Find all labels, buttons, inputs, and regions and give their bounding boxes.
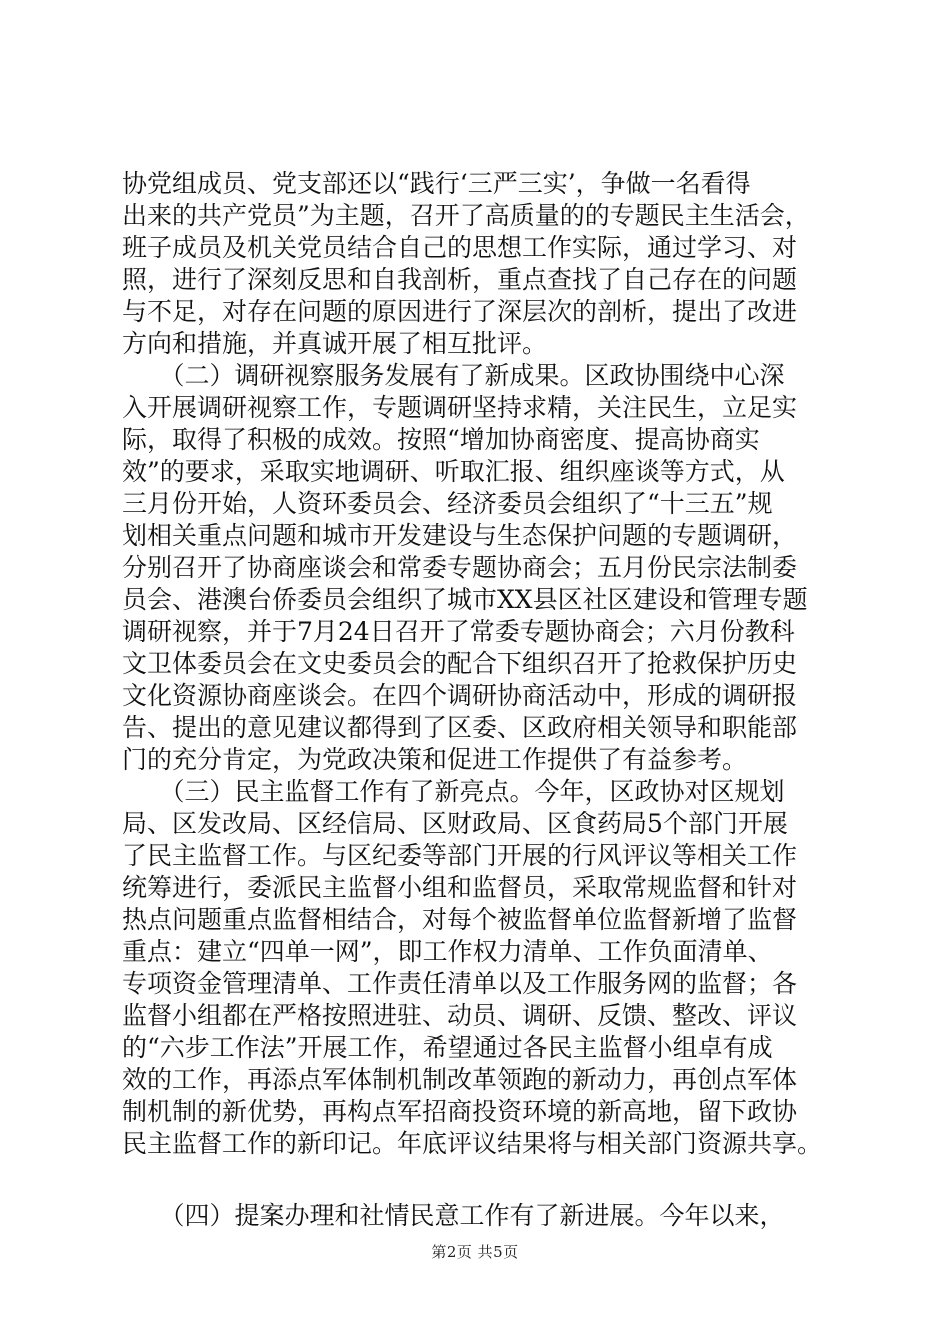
text-line: （三）民主监督工作有了新亮点。今年，区政协对区规划 <box>122 777 785 806</box>
text-line: 监督小组都在严格按照进驻、动员、调研、反馈、整改、评议 <box>122 1001 798 1030</box>
text-line: 专项资金管理清单、工作责任清单以及工作服务网的监督；各 <box>122 969 798 998</box>
paragraph-gap <box>122 1160 842 1200</box>
text-line: 了民主监督工作。与区纪委等部门开展的行风评议等相关工作 <box>122 841 798 870</box>
text-line: 重点：建立“四单一网”，即工作权力清单、工作负面清单、 <box>122 937 773 966</box>
text-line: 热点问题重点监督相结合，对每个被监督单位监督新增了监督 <box>122 905 798 934</box>
text-line: 文化资源协商座谈会。在四个调研协商活动中，形成的调研报 <box>122 681 798 710</box>
text-line: 划相关重点问题和城市开发建设与生态保护问题的专题调研， <box>122 521 798 550</box>
text-line: 门的充分肯定，为党政决策和促进工作提供了有益参考。 <box>122 745 748 774</box>
text-line: 分别召开了协商座谈会和常委专题协商会；五月份民宗法制委 <box>122 553 798 582</box>
body-text <box>122 168 842 1232</box>
text-line: 员会、港澳台侨委员会组织了城市XX县区社区建设和管理专题 <box>122 585 808 614</box>
text-line: 统筹进行，委派民主监督小组和监督员，采取常规监督和针对 <box>122 873 798 902</box>
text-line: 效”的要求，采取实地调研、听取汇报、组织座谈等方式，从 <box>122 457 785 486</box>
text-line: 的“六步工作法”开展工作，希望通过各民主监督小组卓有成 <box>122 1033 773 1062</box>
text-line: 照，进行了深刻反思和自我剖析，重点查找了自己存在的问题 <box>122 265 798 294</box>
text-line: 告、提出的意见建议都得到了区委、区政府相关领导和职能部 <box>122 713 798 742</box>
page-footer: 第2页 共5页 <box>431 1243 519 1261</box>
text-line: 局、区发改局、区经信局、区财政局、区食药局5个部门开展 <box>122 809 788 838</box>
text-line: 文卫体委员会在文史委员会的配合下组织召开了抢救保护历史 <box>122 649 798 678</box>
text-line: 方向和措施，并真诚开展了相互批评。 <box>122 329 548 358</box>
text-line: 入开展调研视察工作，专题调研坚持求精，关注民生，立足实 <box>122 393 798 422</box>
text-line: 制机制的新优势，再构点军招商投资环境的新高地，留下政协 <box>122 1097 798 1126</box>
text-line: 出来的共产党员”为主题，召开了高质量的的专题民主生活会， <box>122 201 810 230</box>
text-line: 班子成员及机关党员结合自己的思想工作实际，通过学习、对 <box>122 233 798 262</box>
text-line: （四）提案办理和社情民意工作有了新进展。今年以来， <box>122 1201 785 1230</box>
text-line: 民主监督工作的新印记。年底评议结果将与相关部门资源共享。 <box>122 1129 823 1158</box>
text-line: （二）调研视察服务发展有了新成果。区政协围绕中心深 <box>122 361 785 390</box>
text-line: 际，取得了积极的成效。按照“增加协商密度、提高协商实 <box>122 425 760 454</box>
text-line: 调研视察，并于7月24日召开了常委专题协商会；六月份教科 <box>122 617 795 646</box>
text-line: 效的工作，再添点军体制机制改革领跑的新动力，再创点军体 <box>122 1065 798 1094</box>
text-line: 协党组成员、党支部还以“践行‘三严三实’，争做一名看得 <box>122 169 751 198</box>
text-line: 与不足，对存在问题的原因进行了深层次的剖析，提出了改进 <box>122 297 798 326</box>
text-line: 三月份开始，人资环委员会、经济委员会组织了“十三五”规 <box>122 489 773 518</box>
